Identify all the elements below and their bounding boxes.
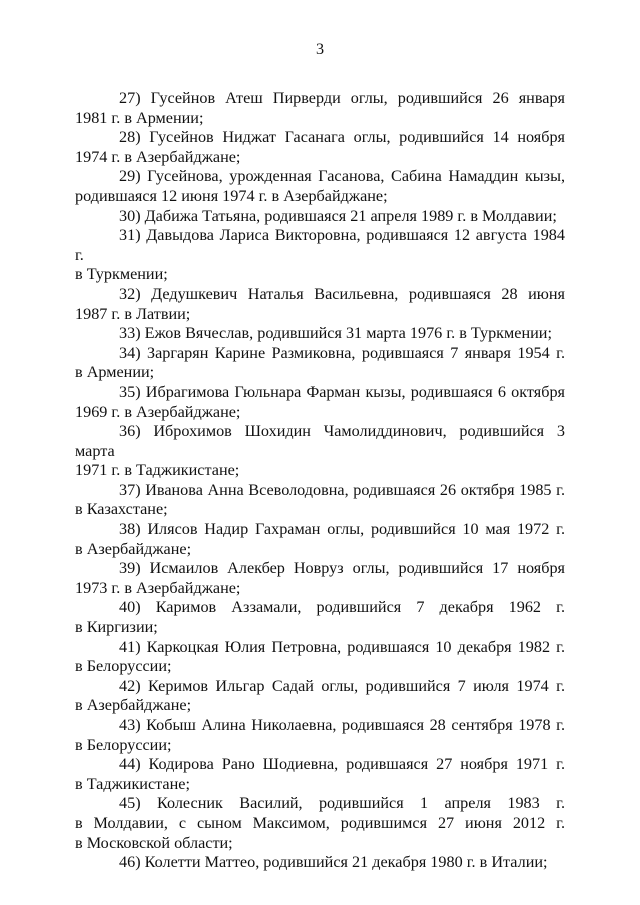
entry-line: родившаяся 12 июня 1974 г. в Азербайджане; xyxy=(75,186,388,205)
list-item xyxy=(75,598,565,637)
entry-line: в Азербайджане; xyxy=(75,539,192,558)
entry-line: в Туркмении; xyxy=(75,265,168,284)
entry-line: 32) Дедушкевич Наталья Васильевна, родившаяся 28 июня xyxy=(119,284,565,303)
list-item xyxy=(75,128,565,167)
entry-line: 41) Каркоцкая Юлия Петровна, родившаяся 10 декабря 1982 г. xyxy=(119,637,565,656)
entry-line: 29) Гусейнова, урожденная Гасанова, Сабина Намаддин кызы, xyxy=(119,167,565,186)
list-item xyxy=(75,677,565,716)
entry-line: в Белоруссии; xyxy=(75,657,172,676)
entry-line: 27) Гусейнов Атеш Пирверди оглы, родившийся 26 января xyxy=(119,89,565,107)
entry-line: в Московской области; xyxy=(75,833,233,852)
list-item xyxy=(75,481,565,520)
entry-line: в Киргизии; xyxy=(75,618,158,637)
entry-line: 1981 г. в Армении; xyxy=(75,108,204,127)
entry-line: 1971 г. в Таджикистане; xyxy=(75,461,240,480)
entry-line: 1969 г. в Азербайджане; xyxy=(75,402,241,421)
entry-line: в Белоруссии; xyxy=(75,735,172,754)
entry-line: 43) Кобыш Алина Николаевна, родившаяся 28 сентября 1978 г. xyxy=(119,716,565,734)
entry-line: 42) Керимов Ильгар Садай оглы, родившийся 7 июля 1974 г. xyxy=(119,676,565,695)
entry-line: 38) Илясов Надир Гахраман оглы, родившийся 10 мая 1972 г. xyxy=(119,520,565,539)
list-item xyxy=(75,285,565,324)
entry-line: в Молдавии, с сыном Максимом, родившимся 27 июня 2012 г. xyxy=(75,813,565,832)
list-item xyxy=(75,324,565,344)
entry-line: 45) Колесник Василий, родившийся 1 апреля 1983 г. xyxy=(119,794,565,813)
entry-line: 28) Гусейнов Ниджат Гасанага оглы, родившийся 14 ноября xyxy=(119,128,565,147)
entry-line: 33) Ежов Вячеслав, родившийся 31 марта 1976 г. в Туркмении; xyxy=(119,324,552,343)
entry-line: в Армении; xyxy=(75,363,155,382)
list-item xyxy=(75,520,565,559)
entry-line: 30) Дабижа Татьяна, родившаяся 21 апреля 1989 г. в Молдавии; xyxy=(119,206,557,225)
entry-line: в Азербайджане; xyxy=(75,696,192,715)
list-item xyxy=(75,422,565,481)
list-item xyxy=(75,853,565,873)
list-item xyxy=(75,716,565,755)
entries-list xyxy=(75,89,565,873)
entry-line: в Казахстане; xyxy=(75,500,168,519)
entry-line: 37) Иванова Анна Всеволодовна, родившаяся 26 октября 1985 г. xyxy=(119,480,565,499)
entry-line: 1974 г. в Азербайджане; xyxy=(75,147,241,166)
page-number: 3 xyxy=(315,40,325,58)
list-item xyxy=(75,638,565,677)
entry-line: 1973 г. в Азербайджане; xyxy=(75,578,241,597)
entry-line: 34) Заргарян Карине Размиковна, родившаяся 7 января 1954 г. xyxy=(119,343,565,362)
entry-line: 40) Каримов Аззамали, родившийся 7 декабря 1962 г. xyxy=(119,598,565,617)
entry-line: 39) Исмаилов Алекбер Новруз оглы, родившийся 17 ноября xyxy=(119,559,565,578)
list-item xyxy=(75,207,565,227)
entry-line: 36) Иброхимов Шохидин Чамолиддинович, родившийся 3 марта xyxy=(75,422,565,460)
entry-line: 1987 г. в Латвии; xyxy=(75,304,191,323)
list-item xyxy=(75,383,565,422)
list-item xyxy=(75,167,565,206)
list-item xyxy=(75,559,565,598)
entry-line: 46) Колетти Маттео, родившийся 21 декабря 1980 г. в Италии; xyxy=(119,853,548,872)
list-item xyxy=(75,794,565,853)
entry-line: 31) Давыдова Лариса Викторовна, родившаяся 12 августа 1984 г. xyxy=(75,226,565,264)
entry-line: 35) Ибрагимова Гюльнара Фарман кызы, родившаяся 6 октября xyxy=(119,382,565,401)
list-item xyxy=(75,755,565,794)
list-item xyxy=(75,89,565,128)
entry-line: в Таджикистане; xyxy=(75,774,190,793)
list-item xyxy=(75,226,565,285)
entry-line: 44) Кодирова Рано Шодиевна, родившаяся 27 ноября 1971 г. xyxy=(119,755,565,774)
list-item xyxy=(75,344,565,383)
